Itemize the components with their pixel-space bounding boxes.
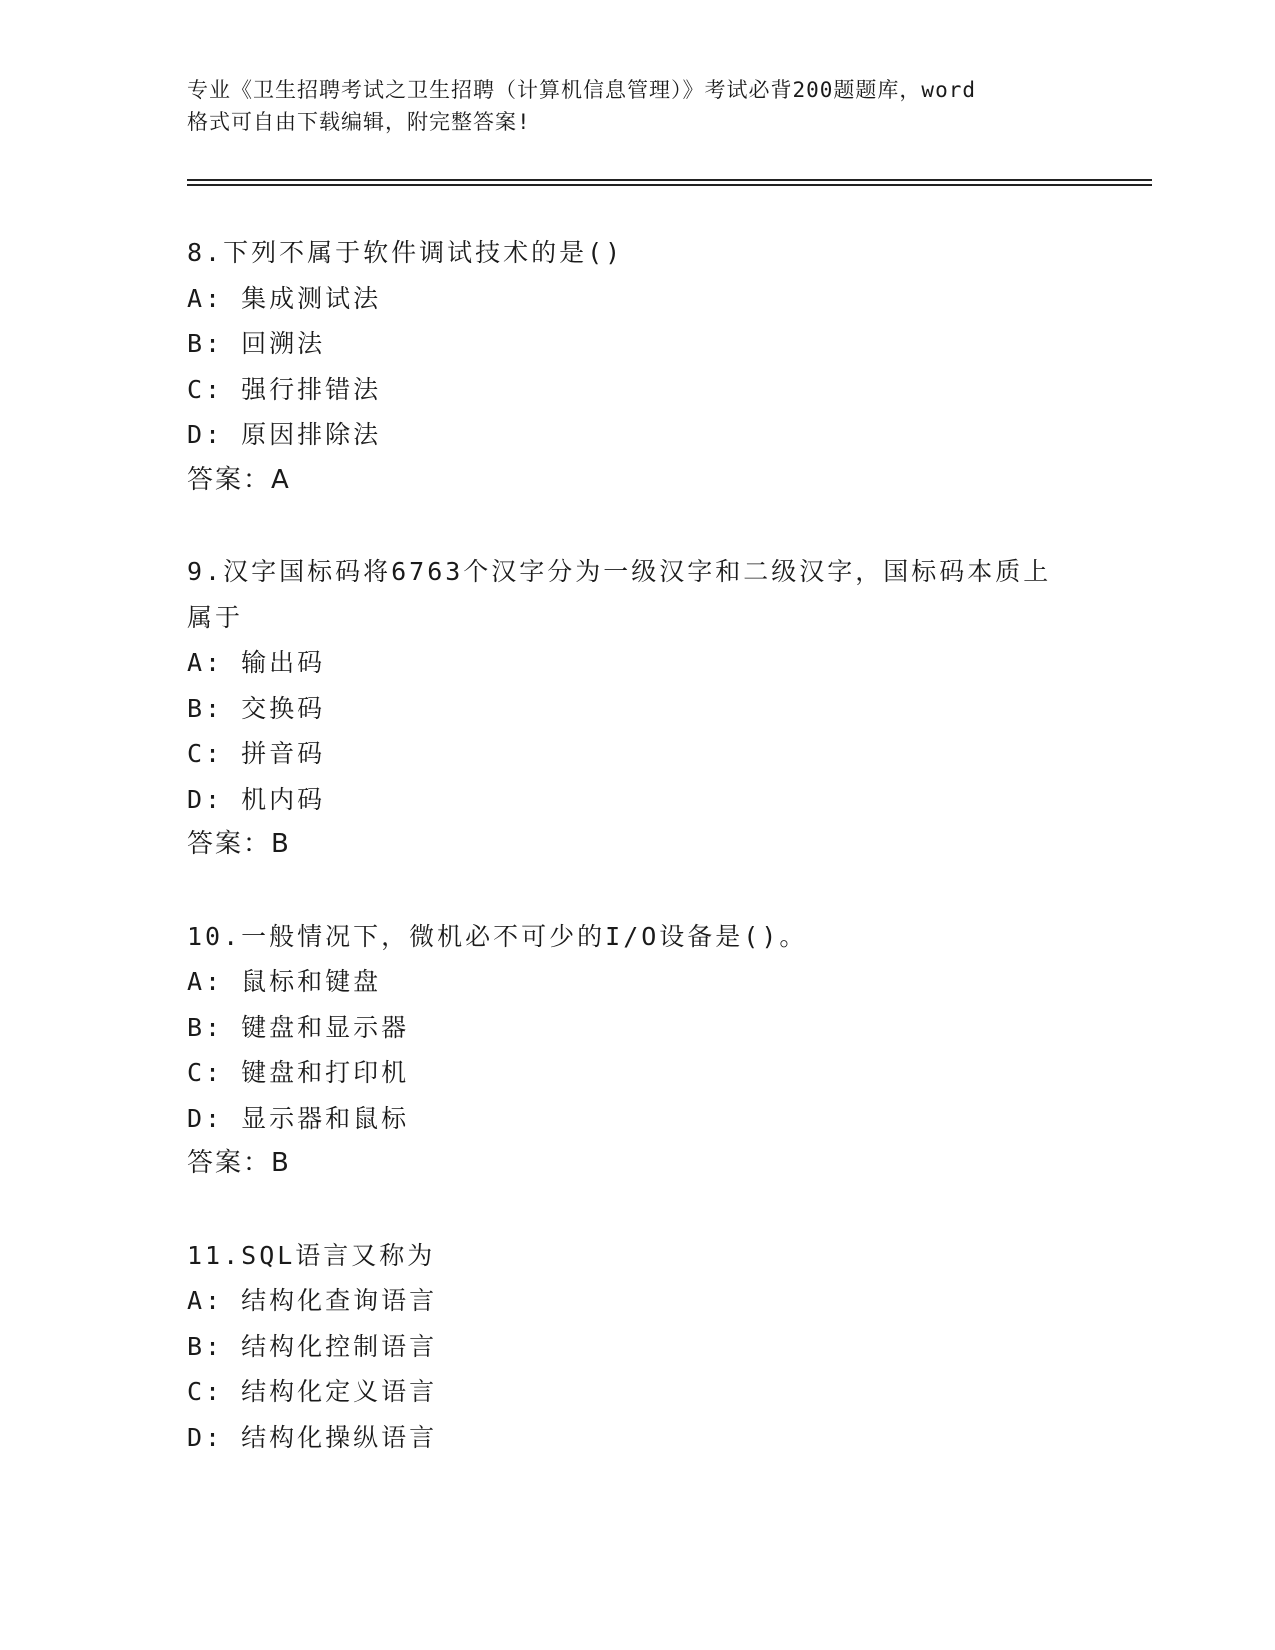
question-11 [187, 1233, 1087, 1461]
question-stem: 10.一般情况下，微机必不可少的I/O设备是()。 [187, 921, 808, 951]
header-line-2: 格式可自由下载编辑，附完整答案! [187, 110, 531, 134]
question-stem: 11.SQL语言又称为 [187, 1240, 436, 1270]
question-list [187, 230, 1087, 1460]
option-b: B: 回溯法 [187, 329, 326, 358]
question-stem-continued: 属于 [187, 602, 244, 632]
option-c: C: 强行排错法 [187, 374, 382, 404]
question-stem: 9.汉字国标码将6763个汉字分为一级汉字和二级汉字，国标码本质上 [187, 557, 1052, 586]
header-divider-top [187, 179, 1152, 181]
question-gap [187, 868, 1087, 914]
option-a: A: 集成测试法 [187, 283, 382, 313]
question-9 [187, 549, 1087, 868]
option-a: A: 结构化查询语言 [187, 1286, 438, 1315]
header-divider-bottom [187, 184, 1152, 186]
answer: 答案：A [187, 464, 291, 495]
option-b: B: 键盘和显示器 [187, 1012, 410, 1042]
question-stem: 8.下列不属于软件调试技术的是() [187, 238, 624, 267]
option-d: D: 结构化操纵语言 [187, 1422, 438, 1452]
option-c: C: 键盘和打印机 [187, 1058, 410, 1087]
header-line-1: 专业《卫生招聘考试之卫生招聘（计算机信息管理）》考试必背200题题库，word [187, 78, 976, 102]
option-a: A: 输出码 [187, 648, 326, 677]
answer: 答案：B [187, 1148, 291, 1178]
question-gap [187, 1187, 1087, 1233]
option-d: D: 显示器和鼠标 [187, 1103, 410, 1133]
question-10 [187, 914, 1087, 1187]
option-a: A: 鼠标和键盘 [187, 967, 382, 996]
answer: 答案：B [187, 829, 291, 859]
question-gap [187, 503, 1087, 549]
option-b: B: 交换码 [187, 693, 326, 723]
question-8 [187, 230, 1087, 503]
option-b: B: 结构化控制语言 [187, 1331, 438, 1361]
option-d: D: 机内码 [187, 784, 326, 814]
option-c: C: 结构化定义语言 [187, 1377, 438, 1406]
option-d: D: 原因排除法 [187, 420, 382, 449]
option-c: C: 拼音码 [187, 739, 326, 768]
document-header [187, 74, 1087, 138]
